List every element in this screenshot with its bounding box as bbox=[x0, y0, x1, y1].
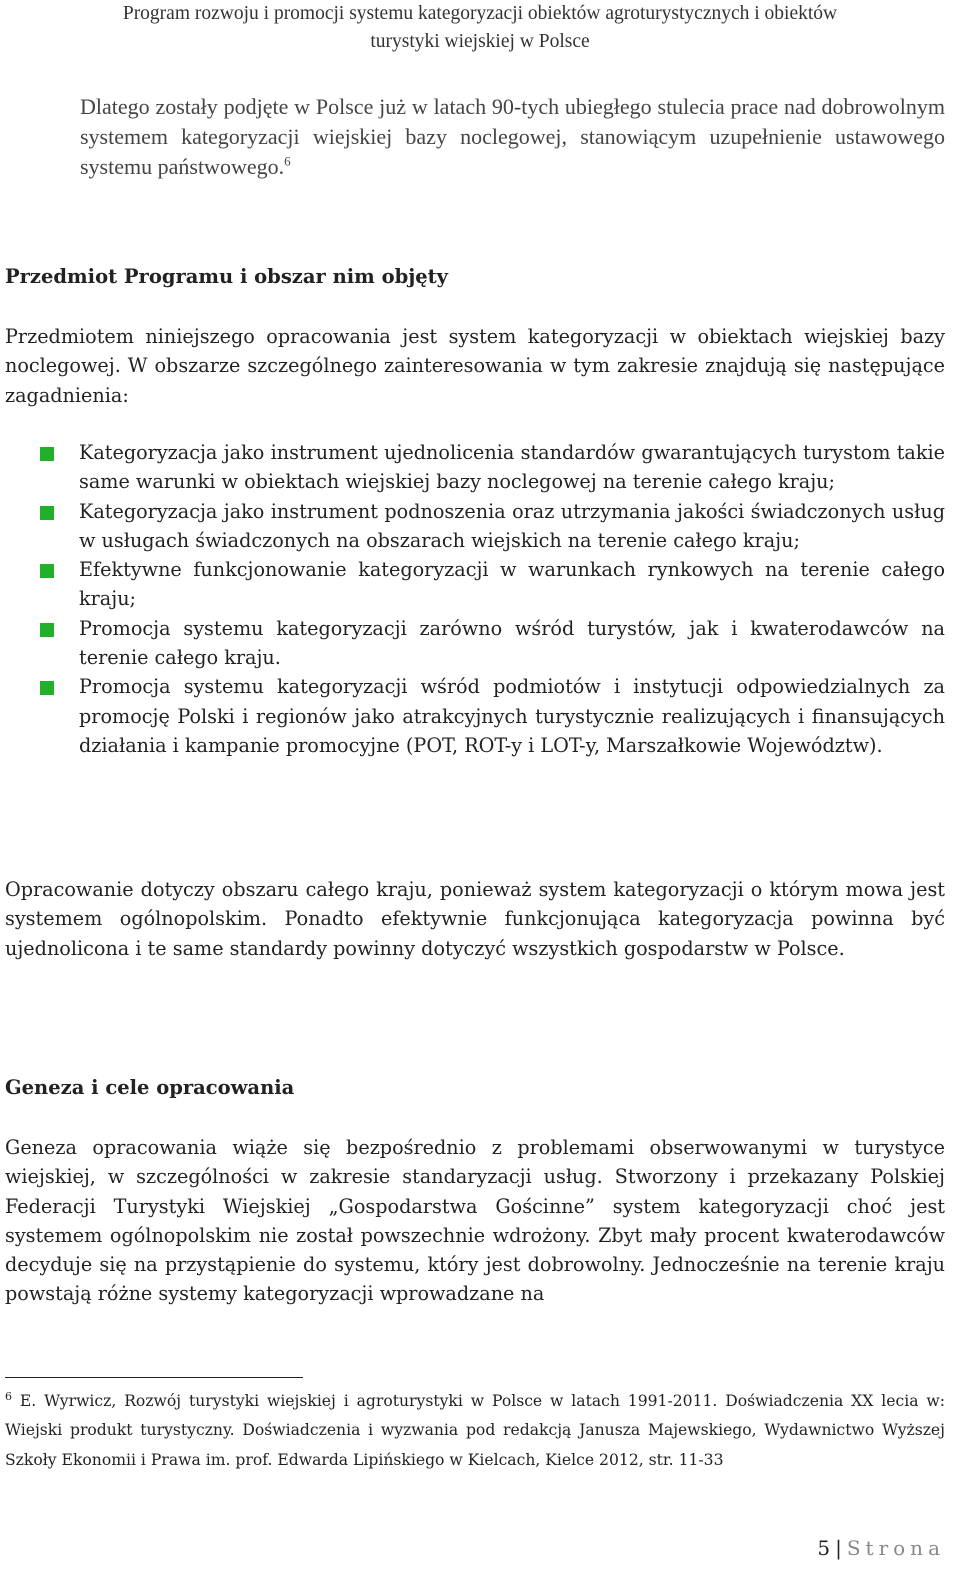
list-item bbox=[0, 672, 945, 760]
scope-closing-paragraph: Opracowanie dotyczy obszaru całego kraju, ponieważ system kategoryzacji o którym mowa jest systemem ogólnopolskim. Ponadto efektywnie funkcjonująca kategoryzacja powinna być ujednolicona i te same standardy powinny dotyczyć wszystkich gospodarstw w Polsce. bbox=[5, 878, 945, 960]
page-number: 5 bbox=[817, 1536, 832, 1560]
scope-bullet-list bbox=[0, 438, 945, 760]
page-footer-separator: | bbox=[835, 1536, 843, 1560]
list-item-text: Kategoryzacja jako instrument ujednolicenia standardów gwarantujących turystom takie same warunki w obiektach wiejskiej bazy noclegowej na terenie całego kraju; bbox=[79, 441, 945, 494]
page-footer-label: Strona bbox=[846, 1536, 945, 1560]
footnote-text: E. Wyrwicz, Rozwój turystyki wiejskiej i agroturystyki w Polsce w latach 1991-2011. Doświadczenia XX lecia w: Wiejski produkt turystyczny. Doświadczenia i wyzwania pod redakcją Janusza Majewskiego, Wydawnictwo Wyższej Szkoły Ekonomii i Prawa im. prof. Edwarda Lipińskiego w Kielcach, Kielce 2012, str. 11-33 bbox=[5, 1392, 945, 1469]
list-item bbox=[0, 555, 945, 614]
list-item-text: Kategoryzacja jako instrument podnoszenia oraz utrzymania jakości świadczonych usług w usługach świadczonych na obszarach wiejskich na terenie całego kraju; bbox=[79, 499, 945, 552]
green-square-bullet-icon bbox=[40, 447, 54, 461]
running-header-line-2: turystyki wiejskiej w Polsce bbox=[370, 31, 590, 52]
running-header bbox=[0, 0, 960, 56]
footnote bbox=[5, 1387, 945, 1475]
section-heading-genesis: Geneza i cele opracowania bbox=[5, 1076, 295, 1099]
intro-paragraph bbox=[80, 92, 945, 182]
green-square-bullet-icon bbox=[40, 564, 54, 578]
green-square-bullet-icon bbox=[40, 506, 54, 520]
footnote-divider bbox=[5, 1377, 303, 1378]
green-square-bullet-icon bbox=[40, 623, 54, 637]
footnote-number: 6 bbox=[5, 1389, 12, 1403]
page-footer bbox=[817, 1536, 945, 1560]
scope-paragraph: Przedmiotem niniejszego opracowania jest system kategoryzacji w obiektach wiejskiej bazy noclegowej. W obszarze szczególnego zainteresowania w tym zakresie znajdują się następujące zagadnienia: bbox=[5, 325, 945, 407]
genesis-paragraph: Geneza opracowania wiąże się bezpośrednio z problemami obserwowanymi w turystyce wiejskiej, w szczególności w zakresie standaryzacji usług. Stworzony i przekazany Polskiej Federacji Turystyki Wiejskiej „Gospodarstwa Gościnne” system kategoryzacji choć jest systemem ogólnopolskim nie został powszechnie wdrożony. Zbyt mały procent kwaterodawców decyduje się na przystąpienie do systemu, który jest dobrowolny. Jednocześnie na terenie kraju powstają różne systemy kategoryzacji wprowadzane na bbox=[5, 1136, 945, 1306]
list-item-text: Promocja systemu kategoryzacji zarówno wśród turystów, jak i kwaterodawców na terenie całego kraju. bbox=[79, 616, 945, 670]
intro-paragraph-text: Dlatego zostały podjęte w Polsce już w latach 90-tych ubiegłego stulecia prace nad dobrowolnym systemem kategoryzacji wiejskiej bazy noclegowej, stanowiącym uzupełnienie ustawowego systemu państwowego. bbox=[80, 94, 945, 179]
list-item bbox=[0, 497, 945, 556]
list-item bbox=[0, 614, 945, 673]
running-header-line-1: Program rozwoju i promocji systemu kategoryzacji obiektów agroturystycznych i obiektów bbox=[122, 3, 838, 24]
list-item bbox=[0, 438, 945, 497]
footnote-reference[interactable]: 6 bbox=[284, 153, 291, 169]
section-heading-scope: Przedmiot Programu i obszar nim objęty bbox=[5, 265, 449, 288]
green-square-bullet-icon bbox=[40, 681, 54, 695]
list-item-text: Efektywne funkcjonowanie kategoryzacji w warunkach rynkowych na terenie całego kraju; bbox=[79, 558, 945, 611]
list-item-text: Promocja systemu kategoryzacji wśród podmiotów i instytucji odpowiedzialnych za promocję Polski i regionów jako atrakcyjnych turystycznie realizujących i finansujących działania i kampanie promocyjne (POT, ROT-y i LOT-y, Marszałkowie Województw). bbox=[79, 675, 945, 757]
